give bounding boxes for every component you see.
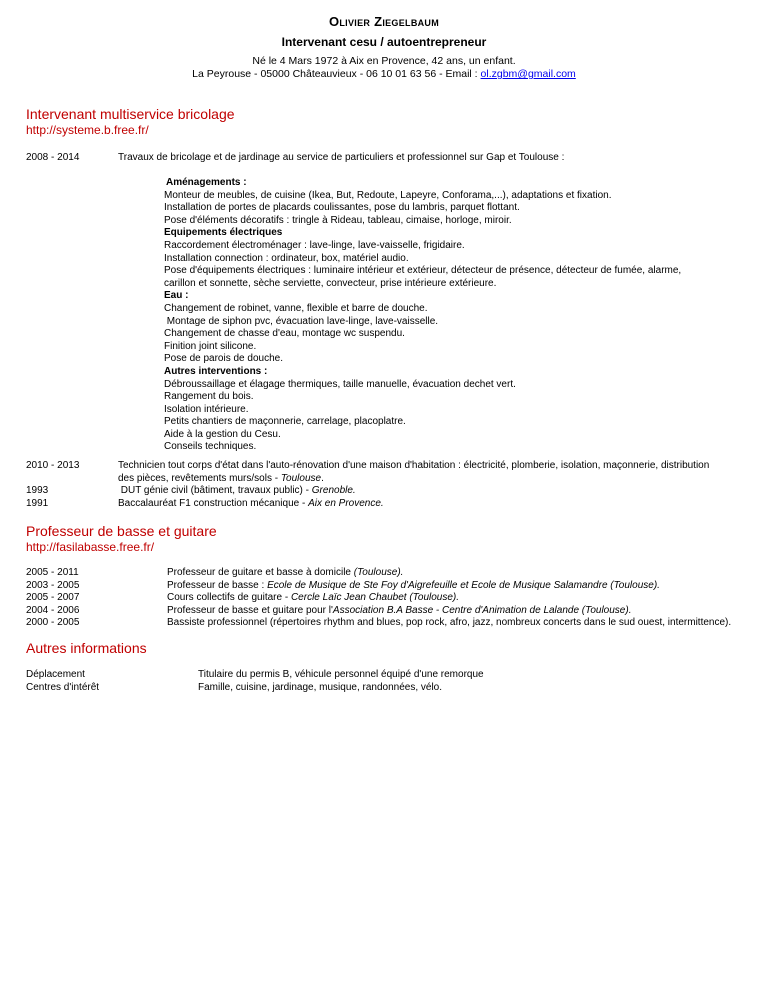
list-item: 2004 - 2006 Professeur de basse et guitare pour l'Association B.A Basse - Centre d'Animation de Lalande (Toulouse). (26, 604, 632, 616)
eau-heading: Eau : (164, 290, 189, 302)
other-info (26, 669, 746, 694)
info-row: Centres d'intérêt Famille, cuisine, jardinage, musique, randonnées, vélo. (26, 681, 443, 693)
list-item: 2005 - 2007 Cours collectifs de guitare - Cercle Laïc Jean Chaubet (Toulouse). (26, 592, 460, 604)
entry-date: 2008 - 2014 (26, 152, 80, 163)
entry-date: 2010 - 2013 (26, 460, 80, 471)
section-title-bricolage: Intervenant multiservice bricolage (26, 106, 235, 122)
entry-date: 1991 (26, 498, 49, 509)
list-item: Rangement du bois. (164, 391, 254, 403)
list-item: Installation de portes de placards coulissantes, pose du lambris, parquet flottant. (164, 202, 520, 214)
autres-heading: Autres interventions : (164, 365, 268, 377)
services-list (164, 177, 724, 454)
list-item: Installation connection : ordinateur, box, matériel audio. (164, 252, 409, 264)
list-item: Conseils techniques. (164, 441, 257, 453)
list-item: Finition joint silicone. (164, 340, 257, 352)
list-item: Pose de parois de douche. (164, 353, 283, 365)
cv-subtitle: Intervenant cesu / autoentrepreneur (281, 35, 487, 49)
electrique-heading: Equipements électriques (164, 227, 283, 239)
list-item: 2003 - 2005 Professeur de basse : Ecole de Musique de Ste Foy d'Aigrefeuille et Ecole de Musique Salamandre (Toulouse). (26, 579, 660, 591)
section-title-musique: Professeur de basse et guitare (26, 523, 217, 539)
music-entries (26, 567, 746, 630)
entry-date: 1993 (26, 485, 49, 496)
list-item: Raccordement électroménager : lave-linge, lave-vaisselle, frigidaire. (164, 239, 465, 251)
bac-entry: Baccalauréat F1 construction mécanique - Aix en Provence. (118, 498, 384, 509)
list-item: Pose d'équipements électriques : luminaire intérieur et extérieur, détecteur de présence, détecteur de fumée, alarme, carillon et sonnette, sèche serviette, convecteur, prise intérieure extérieure. (164, 265, 682, 289)
contact-info (0, 68, 768, 81)
list-item: Aide à la gestion du Cesu. (164, 428, 281, 440)
contact-text: La Peyrouse - 05000 Châteauvieux - 06 10 01 63 56 - Email : (192, 68, 481, 80)
list-item: 2005 - 2011 Professeur de guitare et basse à domicile (Toulouse). (26, 567, 404, 578)
list-item: Changement de robinet, vanne, flexible et barre de douche. (164, 302, 428, 314)
list-item: Montage de siphon pvc, évacuation lave-linge, lave-vaisselle. (164, 315, 439, 327)
cv-name: Olivier Ziegelbaum (328, 14, 440, 29)
dut-entry: DUT génie civil (bâtiment, travaux public) - Grenoble. (118, 485, 356, 496)
list-item: Pose d'éléments décoratifs : tringle à Rideau, tableau, cimaise, horloge, miroir. (164, 214, 512, 226)
list-item: Changement de chasse d'eau, montage wc suspendu. (164, 328, 405, 340)
section-url-bricolage[interactable]: http://systeme.b.free.fr/ (26, 123, 149, 137)
birth-info: Né le 4 Mars 1972 à Aix en Provence, 42 ans, un enfant. (252, 55, 516, 67)
list-item: Isolation intérieure. (164, 403, 249, 415)
list-item: Petits chantiers de maçonnerie, carrelage, placoplatre. (164, 416, 406, 428)
email-link[interactable]: ol.zgbm@gmail.com (480, 68, 576, 80)
list-item: Débroussaillage et élagage thermiques, taille manuelle, évacuation dechet vert. (164, 378, 516, 390)
list-item: 2000 - 2005 Bassiste professionnel (répertoires rhythm and blues, pop rock, afro, jazz, nombreux concerts dans le sud ouest, intermittence). (26, 617, 732, 629)
amenagements-heading: Aménagements : (166, 177, 247, 188)
tech-entry: Technicien tout corps d'état dans l'auto-rénovation d'une maison d'habitation : électricité, plomberie, isolation, maçonnerie, distribution des pièces, revêtements murs/sols - Toulouse. (118, 460, 710, 484)
info-row: Déplacement Titulaire du permis B, véhicule personnel équipé d'une remorque (26, 669, 484, 680)
entry-text: Travaux de bricolage et de jardinage au service de particuliers et professionnel sur Gap et Toulouse : (118, 152, 565, 163)
section-title-autres: Autres informations (26, 640, 147, 656)
section-url-musique[interactable]: http://fasilabasse.free.fr/ (26, 540, 155, 554)
list-item: Monteur de meubles, de cuisine (Ikea, But, Redoute, Lapeyre, Conforama,...), adaptations et fixation. (164, 189, 612, 201)
